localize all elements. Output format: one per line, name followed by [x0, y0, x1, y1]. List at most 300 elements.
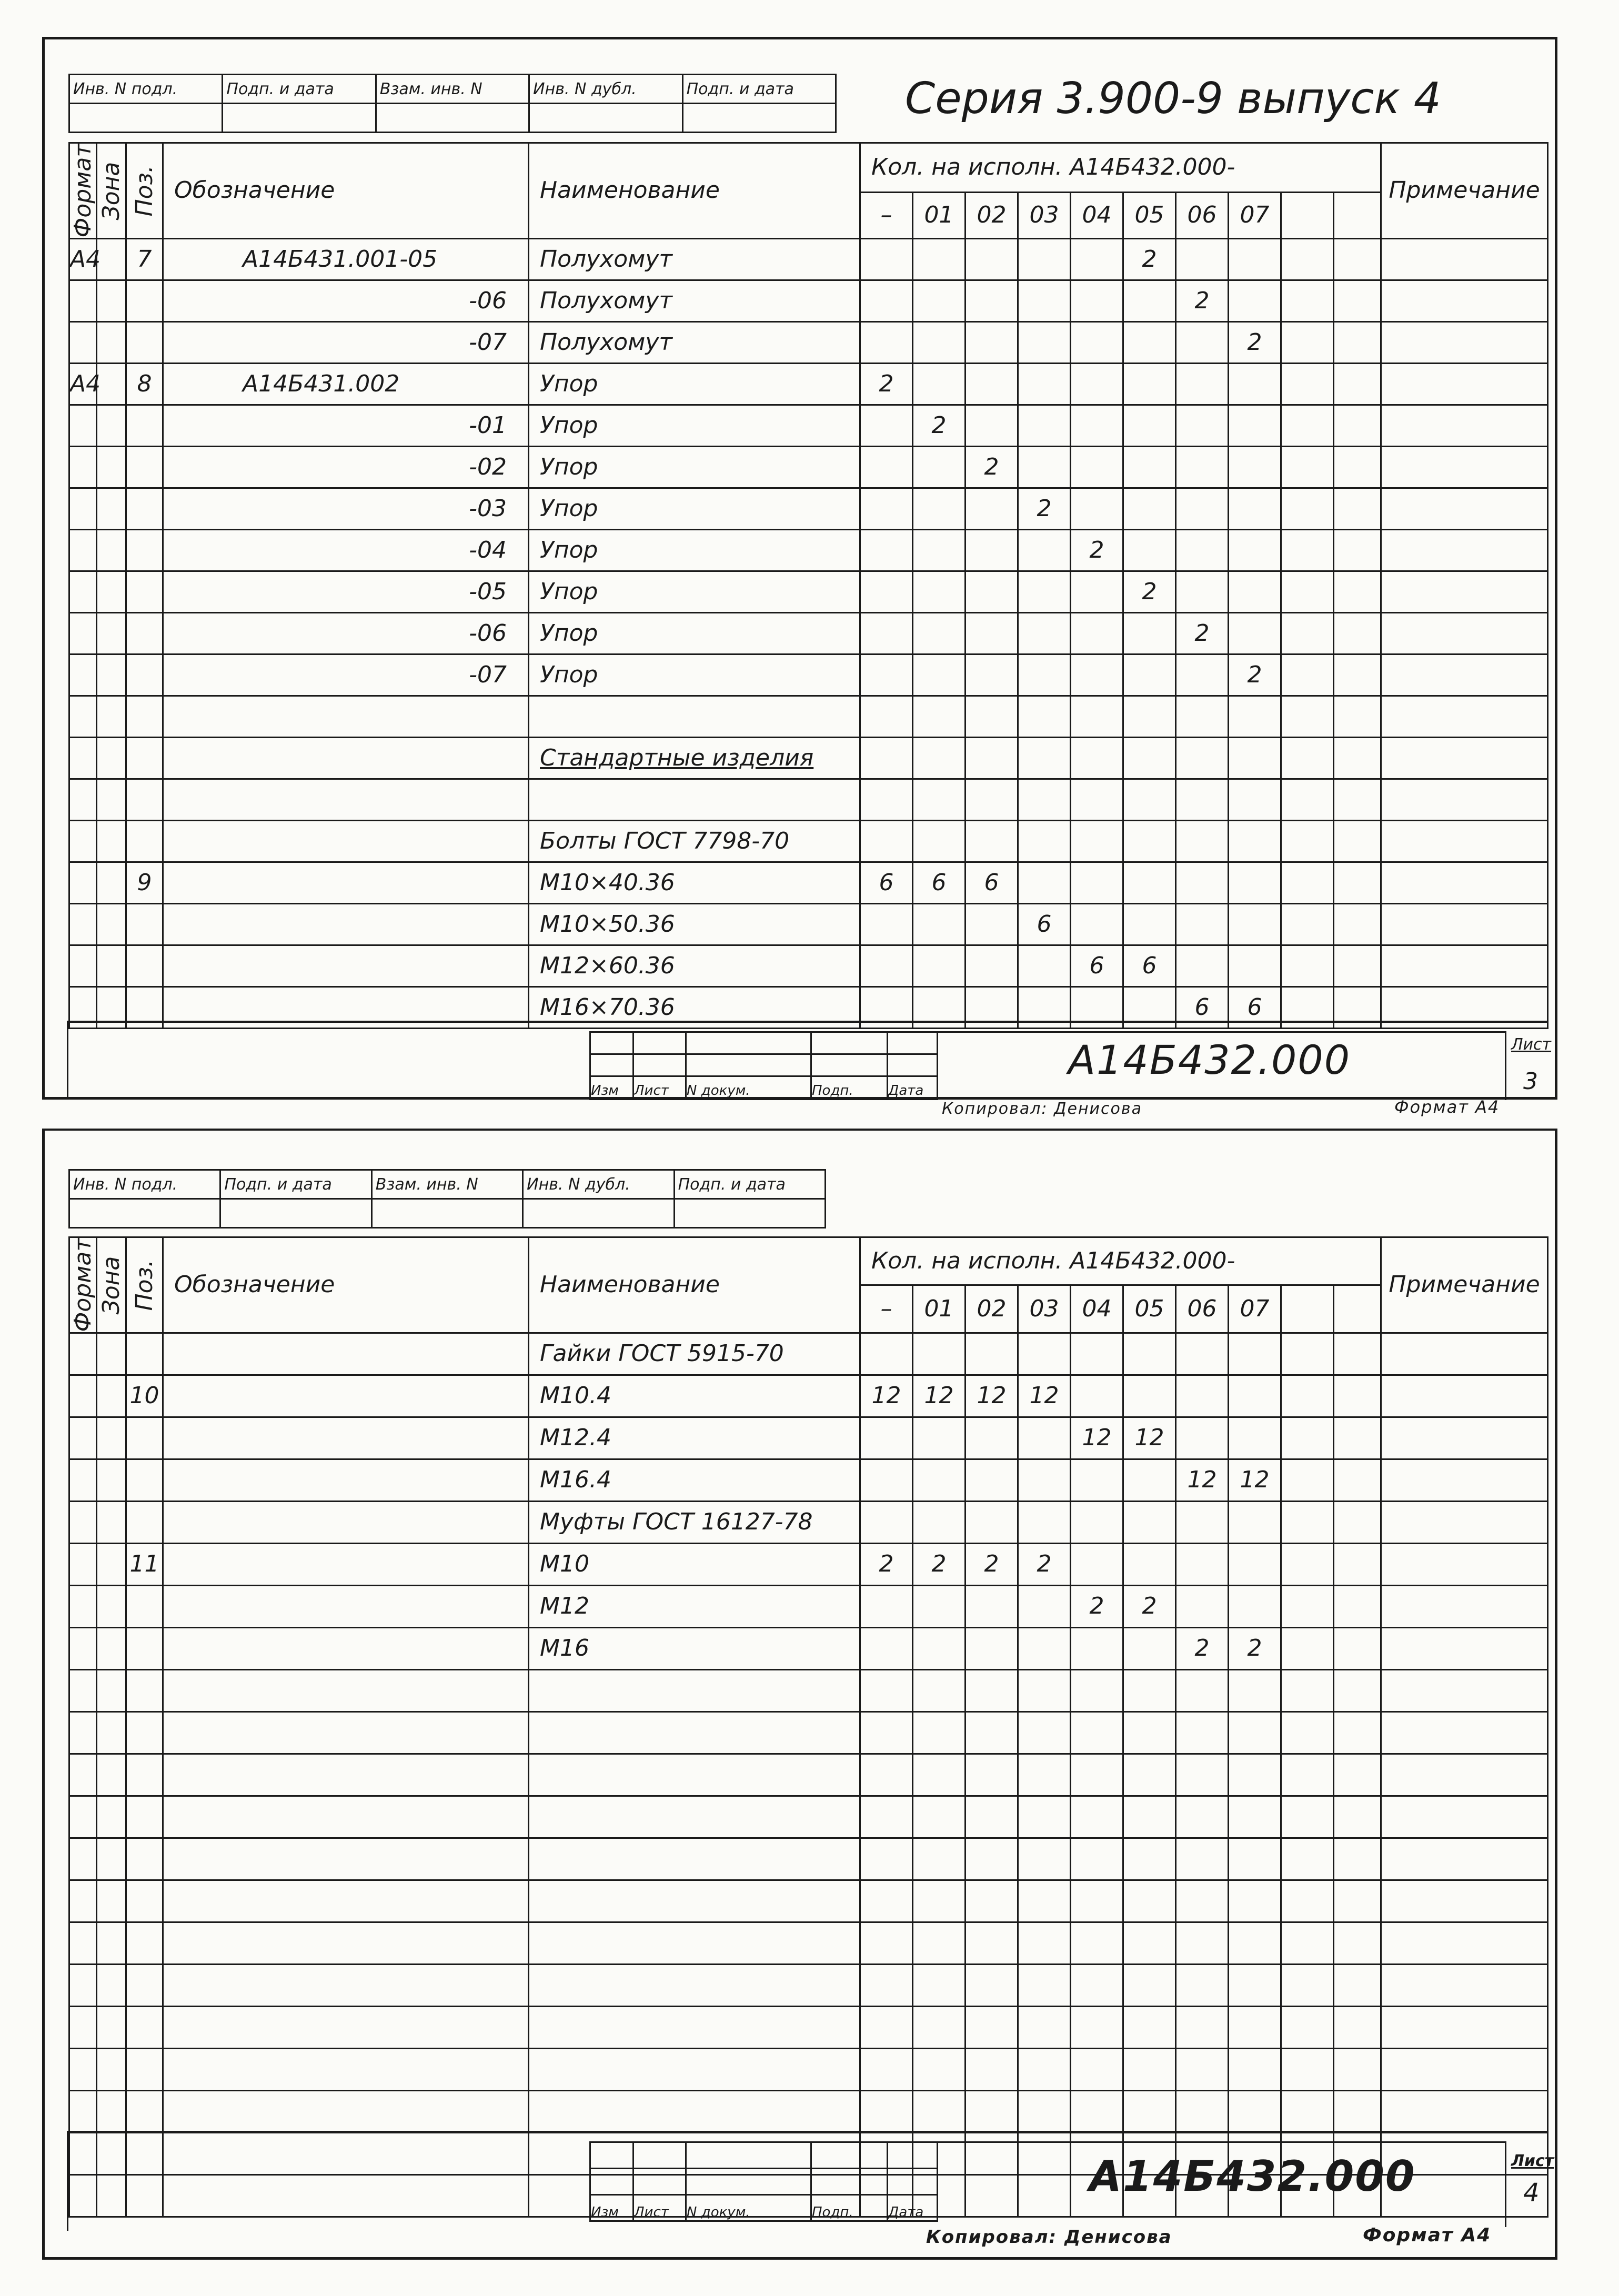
- row-qty-5: [1123, 1838, 1176, 1880]
- sheet-2-doc-number: А14Б432.000: [1089, 2152, 1416, 2201]
- row-format: [69, 1459, 97, 1501]
- row-pos: [126, 612, 163, 654]
- row-extra-1: [1281, 779, 1334, 820]
- row-qty-0: [860, 1585, 913, 1627]
- row-qty-2: [966, 1922, 1018, 1964]
- row-pos: [126, 2048, 163, 2090]
- row-designation: [163, 1627, 529, 1669]
- row-remark: [1381, 945, 1548, 986]
- row-zone: [97, 529, 126, 571]
- row-qty-7: [1229, 1417, 1281, 1459]
- row-name: Болты ГОСТ 7798-70: [529, 820, 860, 862]
- row-qty-5: 6: [1123, 945, 1176, 986]
- col-designation: Обозначение: [163, 143, 529, 239]
- row-qty-6: [1176, 405, 1229, 446]
- row-extra-2: [1334, 945, 1381, 986]
- row-qty-4: [1071, 1459, 1123, 1501]
- stamp-list: Лист: [633, 1076, 686, 1100]
- row-pos: 8: [126, 363, 163, 405]
- row-pos: [126, 446, 163, 488]
- table-row: [69, 529, 1548, 571]
- row-pos: [126, 1333, 163, 1375]
- row-qty-2: [966, 529, 1018, 571]
- table-row: [69, 737, 1548, 779]
- row-extra-2: [1334, 1543, 1381, 1585]
- row-qty-6: [1176, 2090, 1229, 2132]
- row-qty-2: [966, 612, 1018, 654]
- row-qty-6: [1176, 1754, 1229, 1796]
- row-qty-7: [1229, 1585, 1281, 1627]
- row-qty-2: 12: [966, 1375, 1018, 1417]
- row-qty-4: [1071, 1880, 1123, 1922]
- row-qty-3: [1018, 1964, 1071, 2006]
- row-qty-4: [1071, 321, 1123, 363]
- stamp-data: Дата: [888, 1076, 938, 1100]
- sheet-1-bottom-line: [68, 1021, 1547, 1023]
- row-qty-6: [1176, 1711, 1229, 1754]
- row-remark: [1381, 321, 1548, 363]
- row-qty-5: [1123, 321, 1176, 363]
- row-qty-1: [913, 1585, 966, 1627]
- row-qty-2: [966, 280, 1018, 321]
- row-qty-1: [913, 612, 966, 654]
- row-zone: [97, 1543, 126, 1585]
- row-pos: [126, 903, 163, 945]
- row-extra-2: [1334, 446, 1381, 488]
- sheet-2-bottom-line: [68, 2131, 1547, 2133]
- row-name: Упор: [529, 654, 860, 696]
- table-row: [69, 1922, 1548, 1964]
- row-remark: [1381, 1880, 1548, 1922]
- table-row: [69, 612, 1548, 654]
- sheet-2-top-strip: [68, 1169, 826, 1228]
- row-qty-0: [860, 1627, 913, 1669]
- row-qty-2: [966, 1417, 1018, 1459]
- row-extra-1: [1281, 2006, 1334, 2048]
- row-qty-3: [1018, 2048, 1071, 2090]
- row-extra-1: [1281, 1964, 1334, 2006]
- row-qty-4: 2: [1071, 1585, 1123, 1627]
- table-row: [69, 862, 1548, 903]
- row-qty-3: [1018, 1333, 1071, 1375]
- row-qty-6: [1176, 1669, 1229, 1711]
- row-remark: [1381, 779, 1548, 820]
- row-qty-3: 2: [1018, 488, 1071, 529]
- sheet-2-sheet-label: Лист: [1511, 2152, 1554, 2170]
- row-qty-1: [913, 1417, 966, 1459]
- row-qty-5: [1123, 862, 1176, 903]
- table-row: [69, 2048, 1548, 2090]
- row-pos: [126, 696, 163, 737]
- row-qty-7: [1229, 446, 1281, 488]
- row-extra-2: [1334, 1333, 1381, 1375]
- row-designation: [163, 1501, 529, 1543]
- row-remark: [1381, 612, 1548, 654]
- row-designation: -07: [163, 321, 529, 363]
- row-designation: -07: [163, 654, 529, 696]
- row-format: [69, 1627, 97, 1669]
- table-row: [69, 696, 1548, 737]
- row-extra-1: [1281, 654, 1334, 696]
- row-qty-2: 2: [966, 1543, 1018, 1585]
- row-qty-5: [1123, 612, 1176, 654]
- row-qty-4: [1071, 903, 1123, 945]
- row-qty-5: 12: [1123, 1417, 1176, 1459]
- sheet-1-sheet-label: Лист: [1511, 1035, 1552, 1054]
- row-zone: [97, 1711, 126, 1754]
- row-qty-2: [966, 2048, 1018, 2090]
- table-row: [69, 654, 1548, 696]
- row-qty-1: [913, 737, 966, 779]
- row-extra-1: [1281, 1796, 1334, 1838]
- row-zone: [97, 2090, 126, 2132]
- row-zone: [97, 1375, 126, 1417]
- table-row: [69, 1459, 1548, 1501]
- row-extra-2: [1334, 321, 1381, 363]
- row-format: [69, 529, 97, 571]
- row-qty-0: 2: [860, 363, 913, 405]
- variant-base-s2: –: [860, 1285, 913, 1333]
- row-format: [69, 1711, 97, 1754]
- row-qty-0: [860, 1796, 913, 1838]
- row-extra-2: [1334, 1754, 1381, 1796]
- row-qty-4: [1071, 446, 1123, 488]
- row-qty-7: [1229, 1796, 1281, 1838]
- row-qty-2: [966, 1711, 1018, 1754]
- row-name: [529, 1796, 860, 1838]
- row-qty-1: [913, 820, 966, 862]
- row-qty-4: [1071, 1964, 1123, 2006]
- row-format: [69, 2090, 97, 2132]
- row-format: [69, 654, 97, 696]
- row-pos: 9: [126, 862, 163, 903]
- table-row: [69, 571, 1548, 612]
- row-extra-2: [1334, 696, 1381, 737]
- row-designation: [163, 1585, 529, 1627]
- row-format: [69, 446, 97, 488]
- row-qty-6: [1176, 903, 1229, 945]
- row-qty-0: [860, 779, 913, 820]
- row-qty-4: [1071, 571, 1123, 612]
- variant-05: 05: [1123, 192, 1176, 238]
- row-extra-1: [1281, 571, 1334, 612]
- row-extra-1: [1281, 862, 1334, 903]
- row-format: [69, 1417, 97, 1459]
- row-remark: [1381, 363, 1548, 405]
- row-qty-6: [1176, 696, 1229, 737]
- table-row: [69, 1964, 1548, 2006]
- row-format: [69, 1543, 97, 1585]
- stamp-izm-s2: Изм: [590, 2195, 633, 2221]
- row-extra-2: [1334, 1922, 1381, 1964]
- row-remark: [1381, 1417, 1548, 1459]
- row-pos: [126, 529, 163, 571]
- variant-05-s2: 05: [1123, 1285, 1176, 1333]
- row-pos: [126, 1459, 163, 1501]
- row-format: [69, 1880, 97, 1922]
- row-qty-1: [913, 903, 966, 945]
- row-qty-5: 2: [1123, 571, 1176, 612]
- row-remark: [1381, 1669, 1548, 1711]
- row-qty-4: 2: [1071, 529, 1123, 571]
- row-designation: -06: [163, 612, 529, 654]
- series-title: Серия 3.900-9 выпуск 4: [905, 74, 1442, 124]
- row-designation: [163, 2132, 529, 2174]
- row-qty-5: [1123, 363, 1176, 405]
- row-extra-2: [1334, 363, 1381, 405]
- row-extra-1: [1281, 1880, 1334, 1922]
- row-qty-2: [966, 405, 1018, 446]
- col-remark-s2: Примечание: [1381, 1237, 1548, 1333]
- row-qty-7: [1229, 363, 1281, 405]
- row-format: [69, 2006, 97, 2048]
- row-extra-1: [1281, 945, 1334, 986]
- row-qty-0: [860, 238, 913, 280]
- row-designation: [163, 1459, 529, 1501]
- row-qty-3: [1018, 945, 1071, 986]
- row-qty-2: [966, 903, 1018, 945]
- row-remark: [1381, 238, 1548, 280]
- row-extra-2: [1334, 903, 1381, 945]
- row-format: [69, 820, 97, 862]
- row-designation: [163, 737, 529, 779]
- row-zone: [97, 903, 126, 945]
- row-qty-6: [1176, 1964, 1229, 2006]
- row-name: Упор: [529, 363, 860, 405]
- row-pos: [126, 2174, 163, 2217]
- table-row: [69, 2006, 1548, 2048]
- row-qty-7: [1229, 405, 1281, 446]
- row-zone: [97, 1880, 126, 1922]
- row-qty-7: [1229, 945, 1281, 986]
- row-pos: [126, 1964, 163, 2006]
- row-zone: [97, 2132, 126, 2174]
- row-qty-3: [1018, 1838, 1071, 1880]
- sheet-1-left-rule: [67, 1021, 68, 1100]
- row-qty-1: [913, 1796, 966, 1838]
- row-extra-2: [1334, 1796, 1381, 1838]
- row-qty-2: [966, 737, 1018, 779]
- row-extra-1: [1281, 1501, 1334, 1543]
- row-name: М10×40.36: [529, 862, 860, 903]
- row-qty-5: 2: [1123, 238, 1176, 280]
- row-qty-5: [1123, 903, 1176, 945]
- row-name: [529, 1964, 860, 2006]
- row-qty-0: [860, 1417, 913, 1459]
- row-designation: [163, 2048, 529, 2090]
- row-remark: [1381, 1627, 1548, 1669]
- row-qty-2: [966, 363, 1018, 405]
- row-remark: [1381, 696, 1548, 737]
- table-row: [69, 488, 1548, 529]
- row-qty-1: [913, 945, 966, 986]
- row-qty-6: [1176, 862, 1229, 903]
- row-qty-7: [1229, 1754, 1281, 1796]
- row-qty-5: [1123, 529, 1176, 571]
- row-format: [69, 280, 97, 321]
- row-qty-0: [860, 1333, 913, 1375]
- row-qty-4: [1071, 1375, 1123, 1417]
- row-extra-1: [1281, 488, 1334, 529]
- row-qty-3: [1018, 779, 1071, 820]
- row-qty-3: [1018, 1669, 1071, 1711]
- row-extra-2: [1334, 2090, 1381, 2132]
- row-name: М12: [529, 1585, 860, 1627]
- inv-dubl-label: Инв. N дубл.: [529, 75, 682, 104]
- row-qty-2: [966, 820, 1018, 862]
- row-name: М12.4: [529, 1417, 860, 1459]
- col-qty-header: Кол. на исполн. А14Б432.000-: [860, 143, 1381, 193]
- row-qty-4: [1071, 862, 1123, 903]
- row-format: [69, 945, 97, 986]
- row-qty-0: [860, 529, 913, 571]
- row-pos: [126, 1754, 163, 1796]
- row-qty-5: [1123, 1375, 1176, 1417]
- row-qty-6: [1176, 571, 1229, 612]
- table-row: [69, 945, 1548, 986]
- row-pos: 7: [126, 238, 163, 280]
- row-extra-1: [1281, 1585, 1334, 1627]
- row-designation: [163, 945, 529, 986]
- row-qty-3: [1018, 1459, 1071, 1501]
- row-qty-6: [1176, 779, 1229, 820]
- row-qty-6: [1176, 363, 1229, 405]
- row-format: [69, 405, 97, 446]
- row-qty-1: [913, 529, 966, 571]
- row-remark: [1381, 1585, 1548, 1627]
- row-qty-2: [966, 1501, 1018, 1543]
- row-qty-1: [913, 1838, 966, 1880]
- row-name: [529, 2090, 860, 2132]
- stamp-ndokum: N докум.: [686, 1076, 811, 1100]
- row-qty-4: [1071, 737, 1123, 779]
- row-qty-1: [913, 1459, 966, 1501]
- row-qty-4: [1071, 405, 1123, 446]
- row-name: Упор: [529, 405, 860, 446]
- row-qty-1: [913, 1711, 966, 1754]
- row-remark: [1381, 903, 1548, 945]
- row-qty-7: [1229, 2048, 1281, 2090]
- variant-07-s2: 07: [1229, 1285, 1281, 1333]
- row-qty-1: [913, 654, 966, 696]
- table-row: [69, 1880, 1548, 1922]
- row-zone: [97, 779, 126, 820]
- row-qty-7: 2: [1229, 654, 1281, 696]
- row-qty-4: [1071, 654, 1123, 696]
- row-qty-7: [1229, 1669, 1281, 1711]
- row-qty-2: [966, 2006, 1018, 2048]
- row-qty-2: [966, 571, 1018, 612]
- row-zone: [97, 405, 126, 446]
- row-qty-3: [1018, 696, 1071, 737]
- row-zone: [97, 1922, 126, 1964]
- row-qty-1: 12: [913, 1375, 966, 1417]
- row-name: М16.4: [529, 1459, 860, 1501]
- row-remark: [1381, 1543, 1548, 1585]
- row-extra-2: [1334, 571, 1381, 612]
- row-qty-1: [913, 1669, 966, 1711]
- row-qty-6: [1176, 1417, 1229, 1459]
- row-name: [529, 1669, 860, 1711]
- table-row: [69, 820, 1548, 862]
- row-name: Упор: [529, 612, 860, 654]
- row-extra-2: [1334, 1627, 1381, 1669]
- variant-02-s2: 02: [966, 1285, 1018, 1333]
- row-qty-4: [1071, 1543, 1123, 1585]
- row-qty-7: 2: [1229, 321, 1281, 363]
- row-qty-2: [966, 779, 1018, 820]
- row-name: Упор: [529, 571, 860, 612]
- row-format: [69, 903, 97, 945]
- row-extra-1: [1281, 405, 1334, 446]
- row-extra-2: [1334, 862, 1381, 903]
- row-zone: [97, 571, 126, 612]
- row-zone: [97, 945, 126, 986]
- row-name: Стандартные изделия: [529, 737, 860, 779]
- table-row: [69, 779, 1548, 820]
- row-designation: [163, 779, 529, 820]
- row-qty-4: [1071, 820, 1123, 862]
- table-row: [69, 1711, 1548, 1754]
- stamp-izm: Изм: [590, 1076, 633, 1100]
- row-qty-5: [1123, 654, 1176, 696]
- row-qty-2: [966, 2090, 1018, 2132]
- row-name: [529, 696, 860, 737]
- row-qty-1: [913, 488, 966, 529]
- row-qty-5: [1123, 1922, 1176, 1964]
- row-qty-2: [966, 1796, 1018, 1838]
- row-qty-2: [966, 1880, 1018, 1922]
- row-qty-4: [1071, 779, 1123, 820]
- row-qty-1: [913, 238, 966, 280]
- row-qty-6: [1176, 1375, 1229, 1417]
- row-qty-7: [1229, 1711, 1281, 1754]
- table-row: [69, 280, 1548, 321]
- row-designation: [163, 696, 529, 737]
- row-pos: 10: [126, 1375, 163, 1417]
- col-name: Наименование: [529, 143, 860, 239]
- row-qty-4: [1071, 1711, 1123, 1754]
- row-qty-6: [1176, 1501, 1229, 1543]
- row-zone: [97, 654, 126, 696]
- row-qty-7: [1229, 2006, 1281, 2048]
- row-qty-6: 2: [1176, 1627, 1229, 1669]
- row-format: [69, 779, 97, 820]
- row-extra-2: [1334, 1711, 1381, 1754]
- row-qty-6: [1176, 321, 1229, 363]
- table-row: [69, 238, 1548, 280]
- table-row: [69, 903, 1548, 945]
- row-qty-0: [860, 820, 913, 862]
- table-row: [69, 2090, 1548, 2132]
- row-zone: [97, 488, 126, 529]
- row-qty-0: 6: [860, 862, 913, 903]
- table-row: [69, 1375, 1548, 1417]
- row-qty-7: 6: [1229, 986, 1281, 1028]
- row-pos: [126, 1627, 163, 1669]
- row-name: Полухомут: [529, 280, 860, 321]
- row-zone: [97, 1838, 126, 1880]
- row-format: [69, 1585, 97, 1627]
- row-qty-1: [913, 446, 966, 488]
- row-zone: [97, 280, 126, 321]
- row-qty-0: [860, 1669, 913, 1711]
- row-designation: [163, 862, 529, 903]
- row-qty-1: [913, 2090, 966, 2132]
- row-qty-2: [966, 488, 1018, 529]
- row-pos: [126, 1501, 163, 1543]
- row-pos: [126, 1711, 163, 1754]
